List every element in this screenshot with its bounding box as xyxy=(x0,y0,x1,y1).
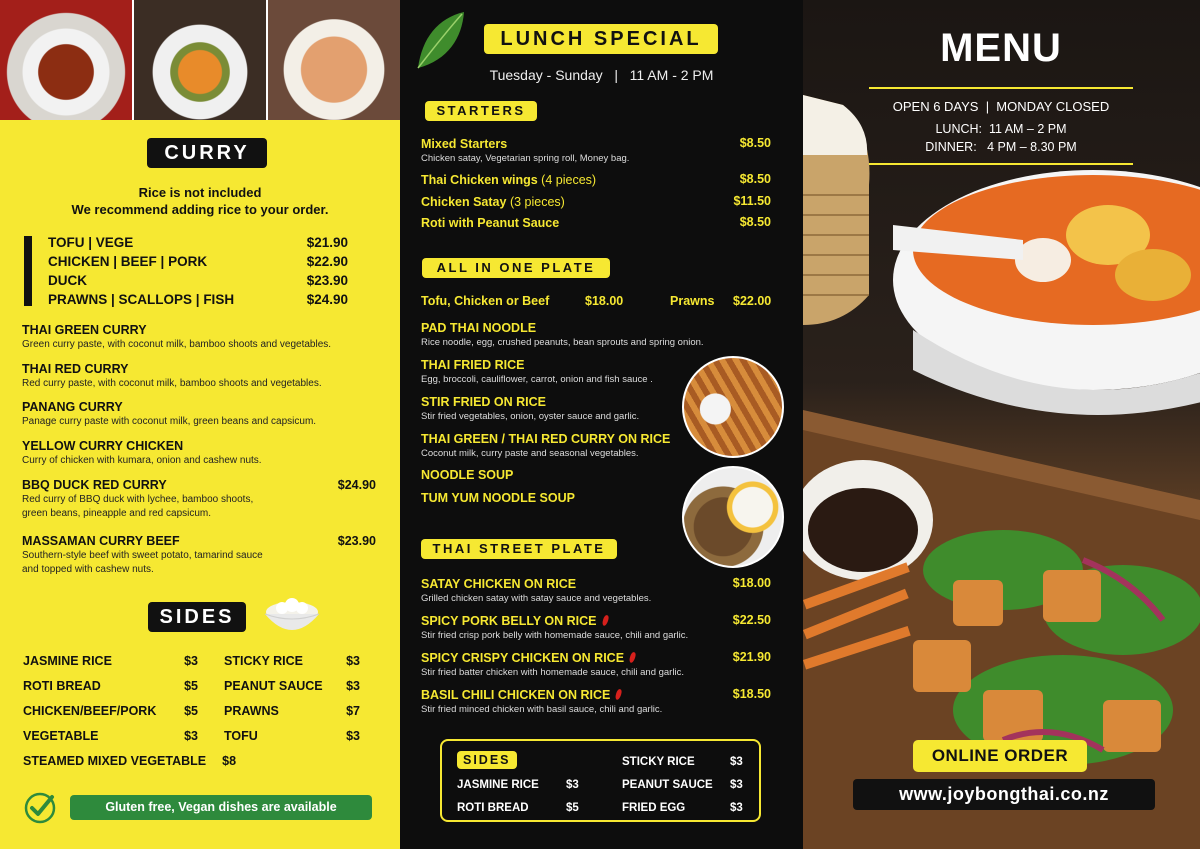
lunch-side-price: $3 xyxy=(730,756,743,768)
online-order-button[interactable]: ONLINE ORDER xyxy=(913,740,1087,772)
chili-icon xyxy=(628,651,636,663)
street-name: SPICY PORK BELLY ON RICE xyxy=(421,614,597,628)
side-item xyxy=(23,749,263,774)
starters-title: STARTERS xyxy=(425,101,537,121)
starter-name: Thai Chicken wings xyxy=(421,173,538,187)
side-item xyxy=(224,699,360,724)
side-item-name: ROTI BREAD xyxy=(23,679,101,693)
sides-section-title: SIDES xyxy=(148,602,246,632)
starter-price: $8.50 xyxy=(739,172,771,186)
plate-price-a: $18.00 xyxy=(585,294,624,308)
website-link[interactable]: www.joybongthai.co.nz xyxy=(853,779,1155,810)
gluten-free-banner: Gluten free, Vegan dishes are available xyxy=(70,795,372,820)
curry-item xyxy=(22,534,382,577)
plate-item xyxy=(421,357,691,386)
plate-item xyxy=(421,431,701,460)
lunch-special-title: LUNCH SPECIAL xyxy=(484,24,718,54)
curry-item-price: $23.90 xyxy=(337,534,376,548)
chili-icon xyxy=(601,614,609,626)
side-item-price: $3 xyxy=(346,679,360,693)
plate-item xyxy=(421,490,681,506)
side-item-name: JASMINE RICE xyxy=(23,654,112,668)
food-photo-basil-rice xyxy=(682,466,784,568)
side-item xyxy=(224,724,360,749)
plate-name: THAI GREEN / THAI RED CURRY ON RICE xyxy=(421,432,671,446)
curry-item xyxy=(22,400,382,429)
street-item xyxy=(421,613,771,642)
lunch-side-name: STICKY RICE xyxy=(622,756,695,768)
plate-desc: Stir fried vegetables, onion, oyster sauce and garlic. xyxy=(421,411,640,422)
lunch-side-price: $3 xyxy=(566,779,579,791)
lunch-sides-title: SIDES xyxy=(457,751,517,769)
curry-item-name: MASSAMAN CURRY BEEF xyxy=(22,534,180,548)
side-item-name: CHICKEN/BEEF/PORK xyxy=(23,704,157,718)
starter-desc: Chicken satay, Vegetarian spring roll, Money bag. xyxy=(421,153,630,164)
price-row xyxy=(48,233,348,252)
curry-item xyxy=(22,439,382,468)
lunch-side-price: $3 xyxy=(730,779,743,791)
curry-item xyxy=(22,323,382,352)
menu-cover-panel xyxy=(803,0,1200,849)
lunch-side-price: $5 xyxy=(566,802,579,814)
plate-name: THAI FRIED RICE xyxy=(421,358,525,372)
curry-item-desc: green beans, pineapple and red capsicum. xyxy=(22,508,212,519)
side-item-price: $7 xyxy=(346,704,360,718)
street-desc: Stir fried crisp pork belly with homemade sauce, chili and garlic. xyxy=(421,630,689,641)
side-item-name: STEAMED MIXED VEGETABLE xyxy=(23,754,207,768)
street-price: $21.90 xyxy=(732,650,771,664)
curry-panel xyxy=(0,0,400,849)
lunch-hours-line: LUNCH: 11 AM – 2 PM xyxy=(935,122,1067,136)
side-item-name: VEGETABLE xyxy=(23,729,99,743)
side-item-price: $3 xyxy=(346,654,360,668)
side-item-price: $5 xyxy=(184,679,198,693)
checkmark-icon xyxy=(23,791,57,825)
street-item xyxy=(421,576,771,605)
lunch-side-name: PEANUT SAUCE xyxy=(622,779,713,791)
divider xyxy=(869,87,1133,89)
price-row-label: PRAWNS | SCALLOPS | FISH xyxy=(48,292,235,307)
curry-item-desc: Red curry of BBQ duck with lychee, bamboo shoots, xyxy=(22,494,254,505)
lunch-side-name: JASMINE RICE xyxy=(457,779,539,791)
price-row xyxy=(48,252,348,271)
lunch-side-name: FRIED EGG xyxy=(622,802,686,814)
starter-item xyxy=(421,215,771,231)
curry-item-desc: Panage curry paste with coconut milk, green beans and capsicum. xyxy=(22,416,317,427)
curry-item-name: BBQ DUCK RED CURRY xyxy=(22,478,167,492)
side-item xyxy=(23,724,198,749)
side-item xyxy=(224,674,360,699)
starter-price: $8.50 xyxy=(739,215,771,229)
curry-item-desc: and topped with cashew nuts. xyxy=(22,564,154,575)
sticky-rice-basket-image xyxy=(803,95,875,335)
street-desc: Grilled chicken satay with satay sauce and vegetables. xyxy=(421,593,652,604)
price-row-price: $23.90 xyxy=(306,273,348,288)
curry-item-name: PANANG CURRY xyxy=(22,400,123,414)
rice-note xyxy=(0,184,400,218)
street-item xyxy=(421,687,771,716)
plate-price-label-b: Prawns xyxy=(670,294,715,308)
price-row-price: $21.90 xyxy=(306,235,348,250)
plate-name: PAD THAI NOODLE xyxy=(421,321,537,335)
curry-item xyxy=(22,362,382,391)
street-name: SPICY CRISPY CHICKEN ON RICE xyxy=(421,651,625,665)
street-name: SATAY CHICKEN ON RICE xyxy=(421,577,577,591)
plate-name: NOODLE SOUP xyxy=(421,468,514,482)
plate-price-label-a: Tofu, Chicken or Beef xyxy=(421,294,550,308)
food-photo-curry-1 xyxy=(0,0,134,120)
side-item-name: PEANUT SAUCE xyxy=(224,679,323,693)
starter-price: $11.50 xyxy=(733,194,771,208)
curry-price-list xyxy=(48,233,348,309)
side-item-name: TOFU xyxy=(224,729,258,743)
starter-name: Roti with Peanut Sauce xyxy=(421,216,560,230)
starter-item xyxy=(421,136,771,165)
thai-street-plate-title: THAI STREET PLATE xyxy=(421,539,617,559)
food-photo-curry-3 xyxy=(268,0,400,120)
starter-price: $8.50 xyxy=(739,136,771,150)
lunch-side-name: ROTI BREAD xyxy=(457,802,529,814)
sides-column-1 xyxy=(23,649,198,749)
plate-desc: Egg, broccoli, cauliflower, carrot, onion and fish sauce . xyxy=(421,374,653,385)
starter-item xyxy=(421,172,771,188)
starter-name: Chicken Satay xyxy=(421,195,507,209)
plate-item xyxy=(421,467,681,483)
food-photo-satay-plate xyxy=(682,356,784,458)
open-days: OPEN 6 DAYS | MONDAY CLOSED xyxy=(892,99,1110,114)
curry-item-desc: Curry of chicken with kumara, onion and cashew nuts. xyxy=(22,455,262,466)
side-item-price: $5 xyxy=(184,704,198,718)
side-item-name: STICKY RICE xyxy=(224,654,303,668)
price-row-label: CHICKEN | BEEF | PORK xyxy=(48,254,208,269)
curry-item-desc: Green curry paste, with coconut milk, bamboo shoots and vegetables. xyxy=(22,339,332,350)
plate-item xyxy=(421,320,771,349)
side-item xyxy=(23,649,198,674)
starter-item xyxy=(421,194,771,210)
side-item-price: $3 xyxy=(346,729,360,743)
price-row xyxy=(48,290,348,309)
lunch-sides-box xyxy=(440,739,761,822)
side-item-name: PRAWNS xyxy=(224,704,279,718)
side-item-price: $3 xyxy=(184,729,198,743)
steamed-veg-row xyxy=(23,749,263,774)
side-item xyxy=(23,674,198,699)
curry-item-desc: Southern-style beef with sweet potato, tamarind sauce xyxy=(22,550,263,561)
price-row-label: DUCK xyxy=(48,273,87,288)
plate-desc: Coconut milk, curry paste and seasonal vegetables. xyxy=(421,448,639,459)
side-item xyxy=(224,649,360,674)
curry-item-price: $24.90 xyxy=(337,478,376,492)
plate-name: STIR FRIED ON RICE xyxy=(421,395,547,409)
price-list-bar xyxy=(24,236,32,306)
food-photo-curry-2 xyxy=(134,0,268,120)
rice-note-line-1: Rice is not included xyxy=(138,185,262,200)
curry-section-title: CURRY xyxy=(147,138,267,168)
curry-item-desc: Red curry paste, with coconut milk, bamboo shoots and vegetables. xyxy=(22,378,322,389)
all-in-one-plate-title: ALL IN ONE PLATE xyxy=(422,258,610,278)
side-item xyxy=(23,699,198,724)
plate-name: TUM YUM NOODLE SOUP xyxy=(421,491,575,505)
street-price: $18.50 xyxy=(732,687,771,701)
plate-desc: Rice noodle, egg, crushed peanuts, bean sprouts and spring onion. xyxy=(421,337,704,348)
plate-price-b: $22.00 xyxy=(733,294,772,308)
leaf-icon xyxy=(414,8,466,72)
lunch-side-price: $3 xyxy=(730,802,743,814)
starter-name: Mixed Starters xyxy=(421,137,508,151)
food-photo-strip xyxy=(0,0,400,120)
sides-column-2 xyxy=(224,649,360,749)
chili-icon xyxy=(615,688,623,700)
street-name: BASIL CHILI CHICKEN ON RICE xyxy=(421,688,611,702)
rice-bowl-icon xyxy=(260,594,324,636)
curry-item-name: THAI RED CURRY xyxy=(22,362,129,376)
street-item xyxy=(421,650,771,679)
price-row-price: $24.90 xyxy=(306,292,348,307)
divider xyxy=(869,163,1133,165)
curry-item-name: THAI GREEN CURRY xyxy=(22,323,147,337)
side-item-price: $8 xyxy=(222,754,237,768)
price-row-price: $22.90 xyxy=(306,254,348,269)
street-price: $22.50 xyxy=(732,613,771,627)
street-desc: Stir fried minced chicken with basil sauce, chili and garlic. xyxy=(421,704,663,715)
dinner-hours-line: DINNER: 4 PM – 8.30 PM xyxy=(925,140,1077,154)
price-row xyxy=(48,271,348,290)
side-item-price: $3 xyxy=(184,654,198,668)
curry-item-name: YELLOW CURRY CHICKEN xyxy=(22,439,184,453)
lunch-special-panel xyxy=(400,0,803,849)
street-price: $18.00 xyxy=(732,576,771,590)
rice-note-line-2: We recommend adding rice to your order. xyxy=(71,202,329,217)
plate-item xyxy=(421,394,691,423)
starter-qty: (4 pieces) xyxy=(541,173,597,187)
lunch-hours: Tuesday - Sunday | 11 AM - 2 PM xyxy=(489,67,714,83)
price-row-label: TOFU | VEGE xyxy=(48,235,134,250)
menu-title: MENU xyxy=(940,26,1062,70)
curry-item xyxy=(22,478,382,521)
starter-qty: (3 pieces) xyxy=(509,195,565,209)
street-desc: Stir fried batter chicken with homemade sauce, chili and garlic. xyxy=(421,667,684,678)
